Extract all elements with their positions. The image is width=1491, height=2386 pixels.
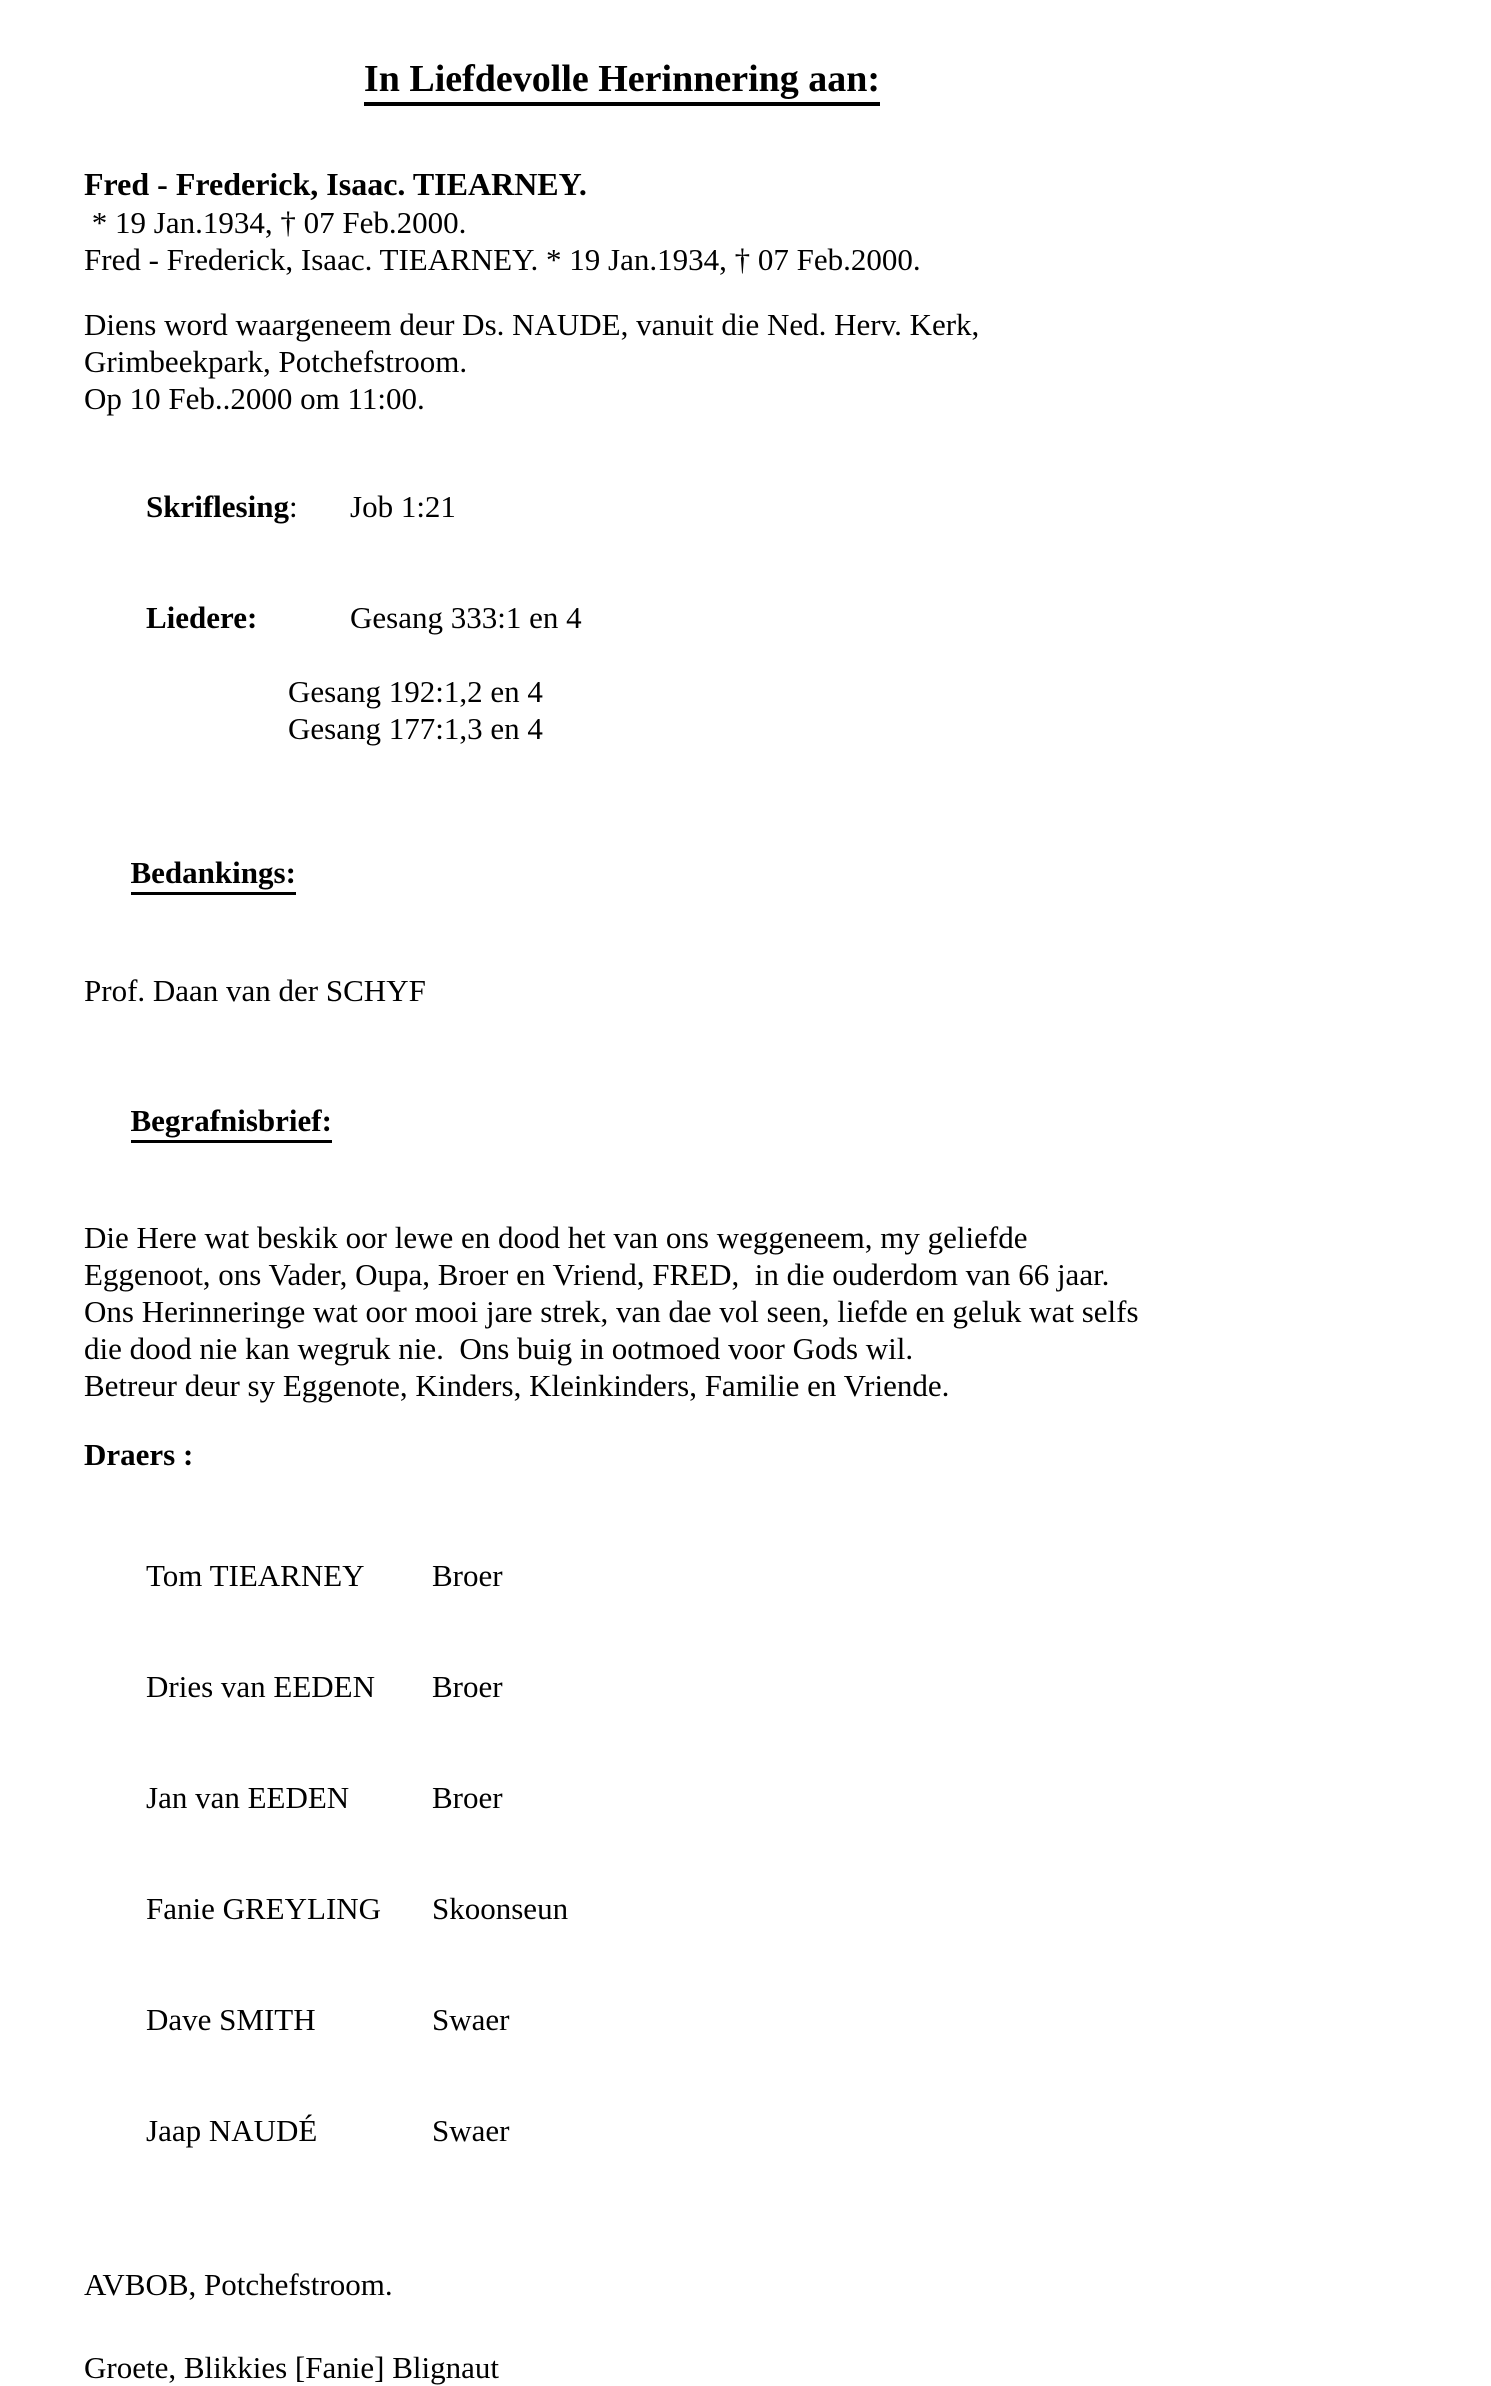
readings-block: [84, 451, 1160, 747]
bearers-list: [84, 1520, 1160, 2186]
liedere-value-2: Gesang 192:1,2 en 4: [288, 674, 543, 709]
page-title: In Liefdevolle Herinnering aan:: [364, 57, 880, 106]
service-line-2: Grimbeekpark, Potchefstroom.: [84, 344, 468, 379]
bearer-name: Jan van EEDEN: [146, 1780, 350, 1815]
service-line-1: Diens word waargeneem deur Ds. NAUDE, vanuit die Ned. Herv. Kerk,: [84, 307, 980, 342]
liedere-value-3: Gesang 177:1,3 en 4: [288, 711, 543, 746]
bearer-row: [84, 1853, 1160, 1964]
greeting-line: Groete, Blikkies [Fanie] Blignaut: [84, 2350, 499, 2385]
bearer-relation: Broer: [432, 1780, 503, 1815]
skriflesing-row: [84, 451, 1160, 562]
bedankings-heading: Bedankings:: [131, 854, 296, 895]
bearer-row: [84, 1520, 1160, 1631]
begrafnisbrief-line-5: Betreur deur sy Eggenote, Kinders, Kleinkinders, Familie en Vriende.: [84, 1368, 950, 1403]
bearer-relation: Broer: [432, 1669, 503, 1704]
bearer-relation: Broer: [432, 1558, 503, 1593]
skriflesing-label: [146, 488, 350, 525]
begrafnisbrief-heading: Begrafnisbrief:: [131, 1102, 332, 1143]
bearer-relation: Skoonseun: [432, 1891, 569, 1926]
draers-heading: Draers :: [84, 1437, 194, 1472]
deceased-full-line: Fred - Frederick, Isaac. TIEARNEY. * 19 Jan.1934, † 07 Feb.2000.: [84, 242, 921, 277]
service-details-block: [84, 306, 1160, 417]
bearer-relation: Swaer: [432, 2113, 510, 2148]
deceased-name-heading: Fred - Frederick, Isaac. TIEARNEY.: [84, 166, 587, 202]
deceased-dates-line: * 19 Jan.1934, † 07 Feb.2000.: [84, 205, 467, 240]
document-content: [84, 57, 1160, 2386]
bearer-row: [84, 1742, 1160, 1853]
bearer-relation: Swaer: [432, 2002, 510, 2037]
liedere-value-1: Gesang 333:1 en 4: [350, 600, 582, 635]
begrafnisbrief-line-1: Die Here wat beskik oor lewe en dood het van ons weggeneem, my geliefde: [84, 1220, 1028, 1255]
bearer-name: Fanie GREYLING: [146, 1891, 382, 1926]
begrafnisbrief-paragraph: [84, 1219, 1160, 1404]
bearer-name: Tom TIEARNEY: [146, 1558, 365, 1593]
skriflesing-value: Job 1:21: [350, 489, 456, 524]
begrafnisbrief-line-3: Ons Herinneringe wat oor mooi jare strek, van dae vol seen, liefde en geluk wat selfs: [84, 1294, 1139, 1329]
bearer-name: Dries van EEDEN: [146, 1669, 375, 1704]
undertaker-line: AVBOB, Potchefstroom.: [84, 2267, 393, 2302]
skriflesing-label-text: Skriflesing: [146, 489, 289, 524]
liedere-label: Liedere:: [146, 600, 258, 635]
bearer-name: Jaap NAUDÉ: [146, 2113, 318, 2148]
begrafnisbrief-heading-row: [84, 1065, 1160, 1180]
bearer-row: [84, 1631, 1160, 1742]
liedere-row: [84, 562, 1160, 673]
bedankings-heading-row: [84, 817, 1160, 932]
service-line-3: Op 10 Feb..2000 om 11:00.: [84, 381, 425, 416]
title-row: [84, 57, 1160, 106]
bearer-name: Dave SMITH: [146, 2002, 316, 2037]
bearer-row: [84, 2075, 1160, 2186]
bedankings-name: Prof. Daan van der SCHYF: [84, 973, 426, 1008]
skriflesing-colon: :: [288, 489, 298, 524]
begrafnisbrief-line-4: die dood nie kan wegruk nie. Ons buig in ootmoed voor Gods wil.: [84, 1331, 914, 1366]
begrafnisbrief-line-2: Eggenoot, ons Vader, Oupa, Broer en Vriend, FRED, in die ouderdom van 66 jaar.: [84, 1257, 1110, 1292]
bearer-row: [84, 1964, 1160, 2075]
